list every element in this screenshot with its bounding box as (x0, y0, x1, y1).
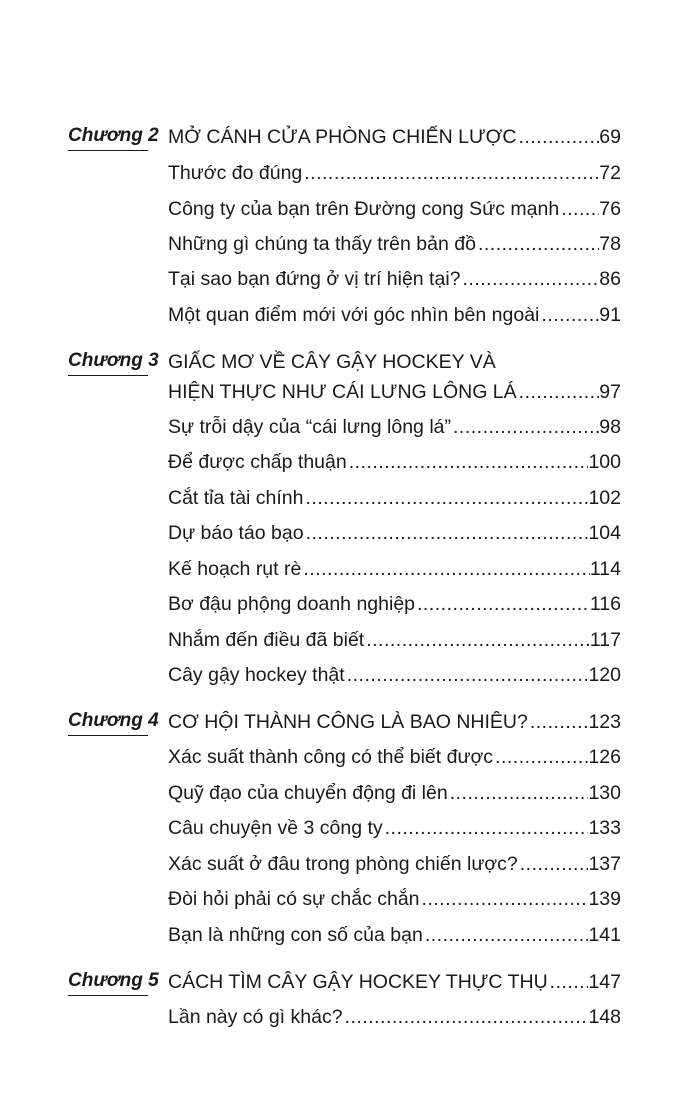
chapter-label: Chương 5 (68, 970, 159, 992)
entry-title: CÁCH TÌM CÂY GẬY HOCKEY THỰC THỤ (168, 971, 548, 993)
leader-dots (517, 380, 600, 404)
page-number: 78 (599, 233, 621, 255)
entry-title: HIỆN THỰC NHƯ CÁI LƯNG LÔNG LÁ (168, 381, 517, 403)
page-number: 69 (599, 126, 621, 148)
chapter-label-underline (68, 995, 148, 996)
entry-title: Nhắm đến điều đã biết (168, 629, 365, 651)
chapter-label-underline (68, 735, 148, 736)
leader-dots (364, 628, 590, 652)
page-number: 130 (588, 782, 621, 804)
page-number: 72 (599, 162, 621, 184)
leader-dots (347, 450, 589, 474)
leader-dots (448, 781, 589, 805)
page-number: 120 (588, 664, 621, 686)
entry-title: CƠ HỘI THÀNH CÔNG LÀ BAO NHIÊU? (168, 711, 528, 733)
entry-title: Lần này có gì khác? (168, 1006, 343, 1028)
chapter-heading[interactable] (168, 380, 621, 404)
page-number: 137 (588, 853, 621, 875)
toc-entry[interactable] (168, 521, 621, 545)
page-number: 148 (588, 1006, 621, 1028)
chapter-title-line1: GIẤC MƠ VỀ CÂY GẬY HOCKEY VÀ (168, 351, 496, 373)
leader-dots (518, 852, 589, 876)
page-number: 102 (588, 487, 621, 509)
chapter-label: Chương 3 (68, 350, 159, 372)
page-number: 97 (599, 381, 621, 403)
toc-entry[interactable] (168, 816, 621, 840)
entry-title: Thước đo đúng (168, 162, 303, 184)
leader-dots (304, 521, 589, 545)
page-number: 100 (588, 451, 621, 473)
toc-entry[interactable] (168, 415, 621, 439)
page-number: 91 (599, 304, 621, 326)
entry-title: Xác suất ở đâu trong phòng chiến lược? (168, 853, 518, 875)
page-number: 117 (589, 629, 621, 651)
leader-dots (548, 970, 589, 994)
chapter-heading[interactable] (168, 970, 621, 994)
leader-dots (516, 125, 599, 149)
toc-entry[interactable] (168, 663, 621, 687)
leader-dots (493, 745, 588, 769)
entry-title: Để được chấp thuận (168, 451, 347, 473)
entry-title: Bơ đậu phộng doanh nghiệp (168, 593, 416, 615)
toc-entry[interactable] (168, 197, 621, 221)
page-number: 126 (588, 746, 621, 768)
chapter-label: Chương 4 (68, 710, 159, 732)
toc-entry[interactable] (168, 161, 621, 185)
leader-dots (423, 923, 589, 947)
entry-title: Cây gậy hockey thật (168, 664, 345, 686)
leader-dots (461, 267, 600, 291)
leader-dots (304, 486, 589, 510)
entry-title: Xác suất thành công có thể biết được (168, 746, 494, 768)
entry-title: Kế hoạch rụt rè (168, 558, 302, 580)
toc-entry[interactable] (168, 745, 621, 769)
page-number: 133 (588, 817, 621, 839)
entry-title: MỞ CÁNH CỬA PHÒNG CHIẾN LƯỢC (168, 126, 517, 148)
toc-entry[interactable] (168, 232, 621, 256)
chapter-heading[interactable] (168, 125, 621, 149)
chapter-label-underline (68, 150, 148, 151)
entry-title: Đòi hỏi phải có sự chắc chắn (168, 888, 420, 910)
leader-dots (451, 415, 599, 439)
chapter-heading[interactable] (168, 710, 621, 734)
toc-entry[interactable] (168, 852, 621, 876)
toc-entry[interactable] (168, 1005, 621, 1029)
toc-entry[interactable] (168, 486, 621, 510)
chapter-label-underline (68, 375, 148, 376)
entry-title: Tại sao bạn đứng ở vị trí hiện tại? (168, 268, 461, 290)
page-number: 86 (599, 268, 621, 290)
toc-entry[interactable] (168, 923, 621, 947)
toc-entry[interactable] (168, 450, 621, 474)
chapter-label: Chương 2 (68, 125, 159, 147)
leader-dots (476, 232, 599, 256)
leader-dots (420, 887, 589, 911)
entry-title: Một quan điểm mới với góc nhìn bên ngoài (168, 304, 540, 326)
entry-title: Quỹ đạo của chuyển động đi lên (168, 782, 448, 804)
entry-title: Bạn là những con số của bạn (168, 924, 423, 946)
leader-dots (539, 303, 599, 327)
toc-entry[interactable] (168, 781, 621, 805)
toc-entry[interactable] (168, 628, 621, 652)
page-number: 98 (599, 416, 621, 438)
leader-dots (302, 161, 599, 185)
toc-entry[interactable] (168, 557, 621, 581)
page-number: 139 (588, 888, 621, 910)
page-number: 123 (588, 711, 621, 733)
leader-dots (345, 663, 589, 687)
page-number: 147 (588, 971, 621, 993)
leader-dots (301, 557, 590, 581)
entry-title: Dự báo táo bạo (168, 522, 304, 544)
leader-dots (559, 197, 599, 221)
toc-entry[interactable] (168, 592, 621, 616)
leader-dots (528, 710, 589, 734)
entry-title: Những gì chúng ta thấy trên bản đồ (168, 233, 476, 255)
page-number: 76 (599, 198, 621, 220)
entry-title: Sự trỗi dậy của “cái lưng lông lá” (168, 416, 451, 438)
page-number: 104 (588, 522, 621, 544)
entry-title: Câu chuyện về 3 công ty (168, 817, 383, 839)
entry-title: Cắt tỉa tài chính (168, 487, 304, 509)
page-number: 116 (589, 593, 621, 615)
page-number: 141 (588, 924, 621, 946)
toc-entry[interactable] (168, 267, 621, 291)
leader-dots (415, 592, 590, 616)
toc-entry[interactable] (168, 303, 621, 327)
toc-entry[interactable] (168, 887, 621, 911)
page-number: 114 (589, 558, 621, 580)
leader-dots (343, 1005, 589, 1029)
leader-dots (383, 816, 589, 840)
entry-title: Công ty của bạn trên Đường cong Sức mạnh (168, 198, 560, 220)
